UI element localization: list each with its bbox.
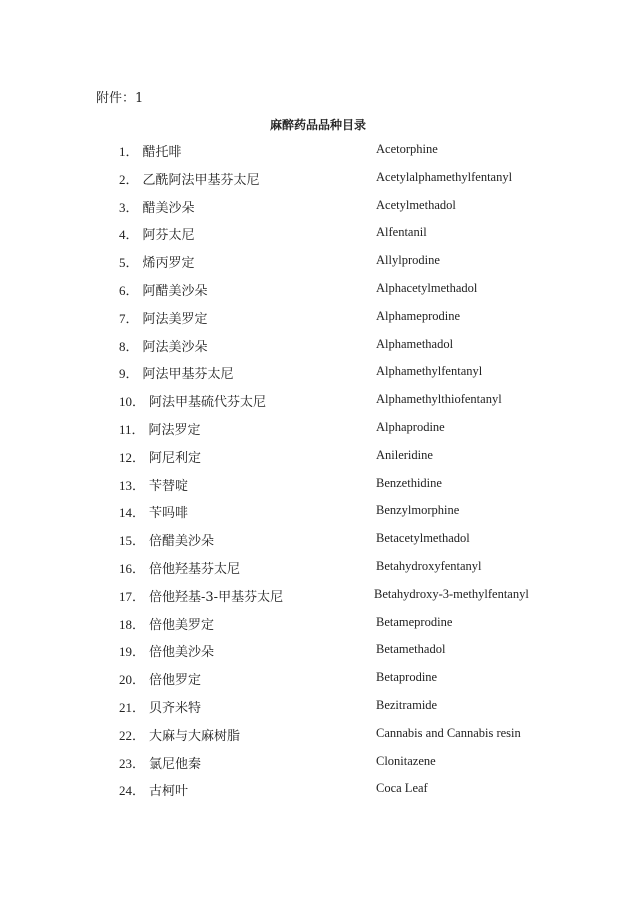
item-number: 6．: [119, 282, 139, 298]
item-english-name: Alphamethylthiofentanyl: [376, 392, 502, 407]
item-chinese-name: 苄替啶: [149, 478, 189, 494]
item-number: 1．: [119, 144, 139, 159]
list-item: [0, 336, 636, 364]
item-chinese-name: 倍他羟基芬太尼: [149, 561, 241, 577]
list-item: [0, 252, 636, 280]
item-chinese-name: 贝齐米特: [149, 700, 202, 716]
item-chinese-name: 乙酰阿法甲基芬太尼: [142, 172, 260, 188]
item-number: 22．: [119, 727, 146, 743]
item-chinese-name: 大麻与大麻树脂: [149, 728, 241, 744]
item-chinese-name: 阿法美沙朵: [142, 339, 208, 355]
item-chinese-name: 醋美沙朵: [142, 200, 195, 216]
list-item: [0, 224, 636, 252]
item-english-name: Alfentanil: [376, 225, 427, 240]
item-english-name: Alphacetylmethadol: [376, 280, 478, 295]
attachment-label: 附件：1: [96, 91, 144, 106]
item-number: 24．: [119, 783, 146, 799]
item-number: 4．: [119, 227, 139, 243]
item-number: 23．: [119, 755, 146, 771]
item-english-name: Bezitramide: [376, 697, 438, 712]
list-item: [0, 169, 636, 197]
item-chinese-name: 倍他罗定: [149, 673, 202, 689]
item-english-name: Alphameprodine: [376, 308, 461, 323]
item-english-name: Betaprodine: [376, 670, 438, 685]
item-english-name: Alphaprodine: [376, 419, 445, 434]
list-item: [0, 475, 636, 503]
drug-list: [0, 141, 636, 808]
item-number: 19．: [119, 644, 146, 660]
item-english-name: Cannabis and Cannabis resin: [376, 725, 521, 740]
item-english-name: Betamethadol: [376, 642, 446, 657]
item-number: 11．: [119, 421, 145, 437]
list-item: [0, 419, 636, 447]
document-title: 麻醉药品品种目录: [269, 118, 366, 132]
item-english-name: Allylprodine: [376, 253, 440, 268]
item-number: 17．: [119, 588, 146, 604]
list-item: [0, 697, 636, 725]
list-item: [0, 586, 636, 614]
item-number: 13．: [119, 477, 146, 493]
list-item: [0, 614, 636, 642]
list-item: [0, 141, 636, 169]
item-number: 10．: [119, 394, 146, 410]
item-number: 5．: [119, 255, 139, 271]
item-chinese-name: 阿法罗定: [148, 422, 201, 438]
list-item: [0, 391, 636, 419]
list-item: [0, 447, 636, 475]
item-number: 2．: [119, 171, 139, 187]
item-english-name: Betameprodine: [376, 614, 453, 629]
item-english-name: Benzethidine: [376, 475, 442, 490]
list-item: [0, 530, 636, 558]
item-chinese-name: 氯尼他秦: [149, 756, 202, 772]
item-number: 18．: [119, 616, 146, 632]
item-english-name: Clonitazene: [376, 753, 436, 768]
item-english-name: Benzylmorphine: [376, 503, 460, 518]
item-english-name: Anileridine: [376, 447, 433, 462]
list-item: [0, 725, 636, 753]
item-english-name: Alphamethylfentanyl: [376, 364, 483, 379]
item-number: 15．: [119, 533, 146, 549]
item-number: 3．: [119, 199, 139, 215]
list-item: [0, 669, 636, 697]
item-number: 12．: [119, 449, 146, 465]
item-chinese-name: 倍他美沙朵: [149, 645, 215, 661]
list-item: [0, 280, 636, 308]
item-english-name: Acetylalphamethylfentanyl: [376, 169, 513, 184]
item-chinese-name: 醋托啡: [142, 145, 182, 160]
list-item: [0, 558, 636, 586]
item-english-name: Betahydroxyfentanyl: [376, 558, 482, 573]
item-english-name: Acetorphine: [376, 142, 438, 156]
item-chinese-name: 阿法甲基芬太尼: [142, 367, 234, 383]
list-item: [0, 308, 636, 336]
item-english-name: Betahydroxy-3-methylfentanyl: [374, 586, 529, 601]
list-item: [0, 641, 636, 669]
item-english-name: Betacetylmethadol: [376, 531, 470, 546]
item-chinese-name: 倍他美罗定: [149, 617, 215, 633]
item-number: 20．: [119, 672, 146, 688]
item-chinese-name: 阿醋美沙朵: [142, 283, 208, 299]
item-number: 14．: [119, 505, 146, 521]
item-english-name: Alphamethadol: [376, 336, 454, 351]
item-chinese-name: 古柯叶: [149, 784, 189, 800]
item-english-name: Acetylmethadol: [376, 197, 456, 212]
list-item: [0, 363, 636, 391]
item-chinese-name: 苄吗啡: [149, 506, 189, 522]
item-chinese-name: 阿芬太尼: [142, 228, 195, 244]
item-chinese-name: 倍他羟基-3-甲基芬太尼: [149, 589, 284, 605]
item-chinese-name: 阿法甲基硫代芬太尼: [149, 395, 267, 411]
list-item: [0, 502, 636, 530]
item-number: 16．: [119, 560, 146, 576]
item-chinese-name: 阿尼利定: [149, 450, 202, 466]
item-chinese-name: 阿法美罗定: [142, 311, 208, 327]
item-chinese-name: 倍醋美沙朵: [149, 534, 215, 550]
item-number: 9．: [119, 366, 139, 382]
list-item: [0, 780, 636, 808]
list-item: [0, 753, 636, 781]
item-chinese-name: 烯丙罗定: [142, 256, 195, 272]
list-item: [0, 197, 636, 225]
item-english-name: Coca Leaf: [376, 781, 428, 796]
item-number: 21．: [119, 699, 146, 715]
item-number: 7．: [119, 310, 139, 326]
item-number: 8．: [119, 338, 139, 354]
